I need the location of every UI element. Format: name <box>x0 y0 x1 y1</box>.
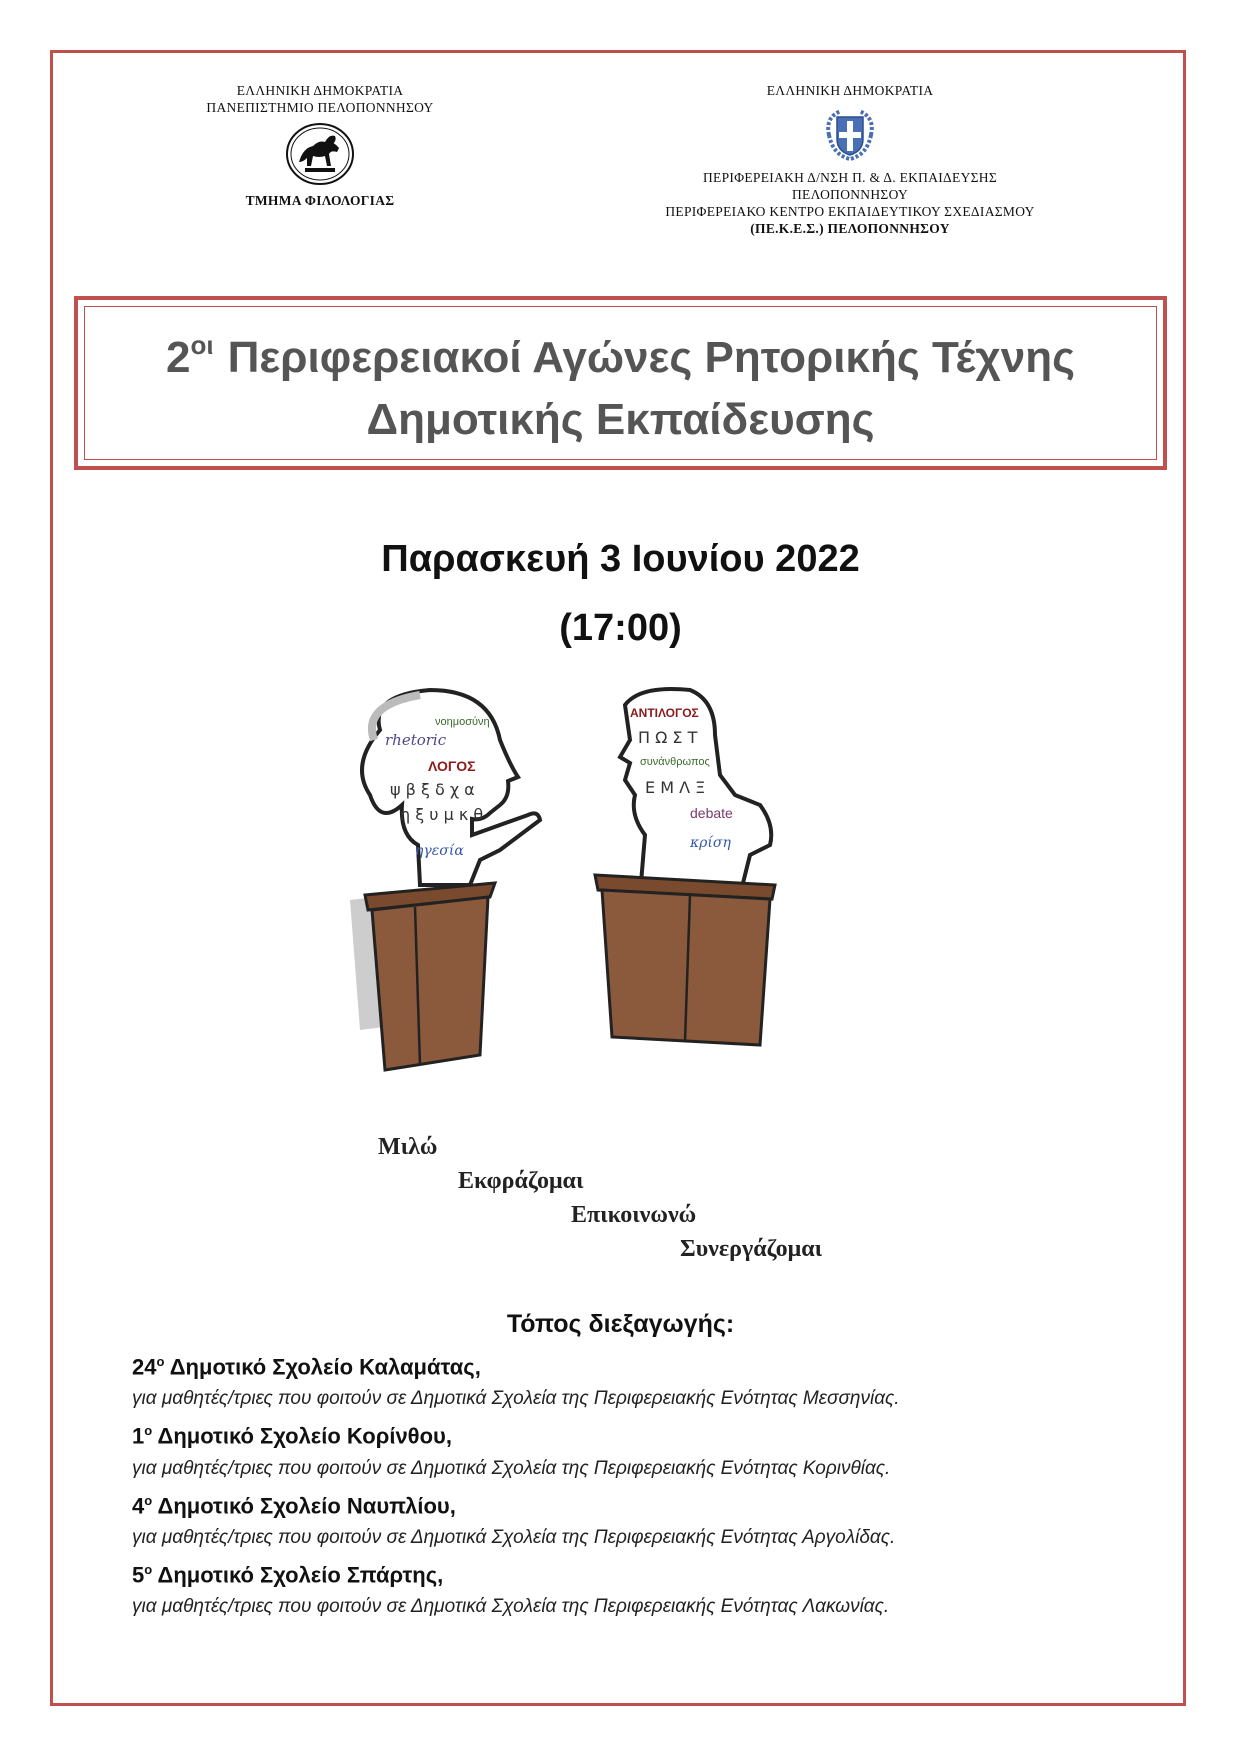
title-line1: Περιφερειακοί Αγώνες Ρητορικής Τέχνης <box>227 333 1075 382</box>
venue-number-suffix: ο <box>156 1354 165 1369</box>
venue-name: Δημοτικό Σχολείο Καλαμάτας, <box>169 1354 481 1380</box>
venue-number: 4 <box>132 1492 145 1518</box>
venue-list <box>132 1346 1172 1623</box>
svg-text:Π Ω Σ Τ: Π Ω Σ Τ <box>638 728 698 747</box>
motto-word-1: Μιλώ <box>378 1134 438 1160</box>
header-left-line2: ΠΑΝΕΠΙΣΤΗΜΙΟ ΠΕΛΟΠΟΝΝΗΣΟΥ <box>206 100 434 115</box>
venue-number: 1 <box>132 1423 145 1449</box>
header-right-line4: ΠΕΡΙΦΕΡΕΙΑΚΟ ΚΕΝΤΡΟ ΕΚΠΑΙΔΕΥΤΙΚΟΥ ΣΧΕΔΙΑΣΜΟΥ <box>665 204 1035 219</box>
title-line2: Δημοτικής Εκπαίδευσης <box>366 395 875 444</box>
motto-word-3: Επικοινωνώ <box>571 1202 697 1228</box>
venue-heading: Τόπος διεξαγωγής: <box>506 1310 735 1338</box>
header-right-line5: (ΠΕ.Κ.Ε.Σ.) ΠΕΛΟΠΟΝΝΗΣΟΥ <box>750 221 950 236</box>
left-podium <box>350 883 495 1070</box>
venue-item <box>132 1346 1172 1415</box>
venue-item <box>132 1554 1172 1623</box>
illus-word-debate: debate <box>690 805 733 821</box>
header-department: ΤΜΗΜΑ ΦΙΛΟΛΟΓΙΑΣ <box>245 193 395 208</box>
event-title <box>78 314 1163 451</box>
venue-number-suffix: ο <box>144 1423 153 1439</box>
event-date: Παρασκευή 3 Ιουνίου 2022 <box>381 538 860 580</box>
right-speaker-figure <box>620 689 771 895</box>
header-directorate <box>600 82 1100 237</box>
venue-description: για μαθητές/τριες που φοιτούν σε Δημοτικά Σχολεία της Περιφερειακής Ενότητας Λακωνίας. <box>132 1596 890 1618</box>
venue-number: 5 <box>132 1562 145 1588</box>
svg-text:ψ β ξ δ χ α: ψ β ξ δ χ α <box>390 780 475 799</box>
illus-word-antilogos: ΑΝΤΙΛΟΓΟΣ <box>630 706 699 720</box>
title-ordinal: 2 <box>166 333 191 382</box>
venue-item <box>132 1485 1172 1554</box>
motto-word-2: Εκφράζομαι <box>458 1168 584 1194</box>
header-university <box>170 82 470 209</box>
header-left-line1: ΕΛΛΗΝΙΚΗ ΔΗΜΟΚΡΑΤΙΑ <box>236 83 404 98</box>
university-seal-logo <box>285 122 355 186</box>
greek-coat-of-arms-icon <box>819 105 881 163</box>
right-podium <box>595 875 775 1045</box>
svg-text:η ξ υ μ κ θ: η ξ υ μ κ θ <box>400 805 484 824</box>
venue-number-suffix: ο <box>144 1561 153 1577</box>
venue-item <box>132 1415 1172 1484</box>
illus-word-logos: ΛΟΓΟΣ <box>428 758 476 774</box>
venue-description: για μαθητές/τριες που φοιτούν σε Δημοτικά Σχολεία της Περιφερειακής Ενότητας Αργολίδας. <box>132 1526 896 1548</box>
venue-name: Δημοτικό Σχολείο Κορίνθου, <box>157 1423 452 1449</box>
illus-word-igesia: ηγεσία <box>415 843 464 859</box>
title-box <box>74 296 1167 470</box>
venue-number: 24 <box>132 1354 157 1380</box>
illus-word-krisi: κρίση <box>690 835 731 851</box>
header-right-line1: ΕΛΛΗΝΙΚΗ ΔΗΜΟΚΡΑΤΙΑ <box>766 83 934 98</box>
illus-word-rhetoric: rhetoric <box>385 731 447 749</box>
venue-name: Δημοτικό Σχολείο Ναυπλίου, <box>157 1492 456 1518</box>
motto-word-4: Συνεργάζομαι <box>680 1236 823 1262</box>
venue-name: Δημοτικό Σχολείο Σπάρτης, <box>157 1562 444 1588</box>
header-right-line3: ΠΕΛΟΠΟΝΝΗΣΟΥ <box>791 187 908 202</box>
venue-description: για μαθητές/τριες που φοιτούν σε Δημοτικά Σχολεία της Περιφερειακής Ενότητας Μεσσηνίας. <box>132 1388 900 1410</box>
svg-text:Ε Μ Λ Ξ: Ε Μ Λ Ξ <box>645 778 706 797</box>
event-time: (17:00) <box>559 607 682 649</box>
illus-word-synanthropos: συνάνθρωπος <box>640 756 710 768</box>
illus-word-noimosyni: νοημοσύνη <box>435 716 490 728</box>
debate-illustration <box>340 685 920 1105</box>
venue-number-suffix: ο <box>144 1492 153 1508</box>
header-right-line2: ΠΕΡΙΦΕΡΕΙΑΚΗ Δ/ΝΣΗ Π. & Δ. ΕΚΠΑΙΔΕΥΣΗΣ <box>703 170 997 185</box>
title-ordinal-suffix: οι <box>190 330 214 360</box>
left-speaker-figure <box>362 690 540 885</box>
venue-description: για μαθητές/τριες που φοιτούν σε Δημοτικά Σχολεία της Περιφερειακής Ενότητας Κορινθίας. <box>132 1457 891 1479</box>
